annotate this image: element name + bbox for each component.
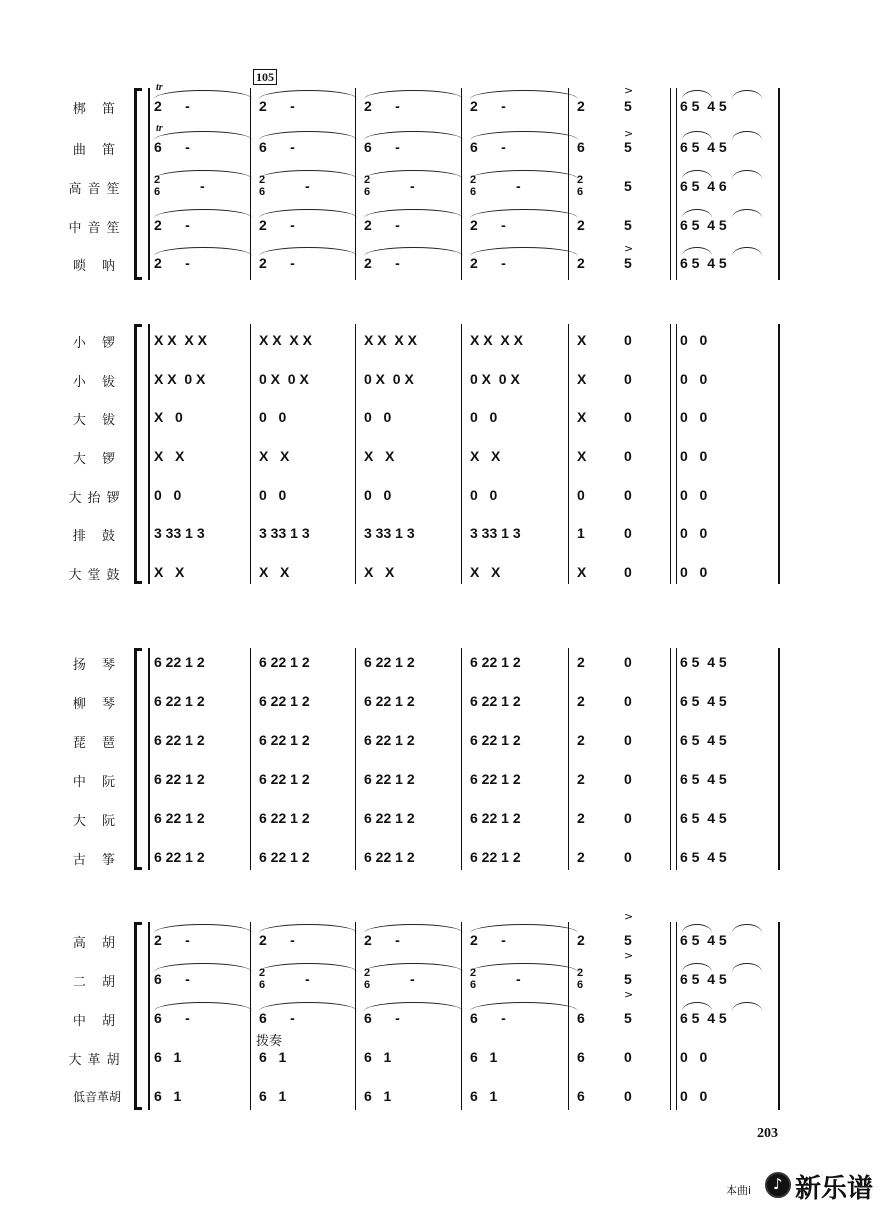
note-lower: 6	[259, 186, 266, 198]
dash: -	[516, 971, 521, 987]
barline	[568, 648, 569, 870]
instrument-name: 大革胡	[68, 1053, 126, 1068]
note-cell: 0	[624, 564, 632, 580]
note-cell: 0	[624, 448, 632, 464]
section-brace	[134, 922, 140, 1110]
note-cell: 2	[577, 98, 585, 114]
tie-slur	[732, 170, 762, 179]
note-cell: 6 22 1 2	[259, 771, 310, 787]
rehearsal-mark: 105	[253, 69, 277, 85]
barline	[250, 324, 251, 584]
note-cell: 2 -	[259, 217, 295, 233]
note-cell: 0	[624, 525, 632, 541]
note-cell: 6 5 4 5	[680, 849, 727, 865]
note-cell: 6 22 1 2	[259, 732, 310, 748]
tie-slur	[259, 131, 357, 140]
note-cell: 2	[577, 932, 585, 948]
note-cell: 3 33 1 3	[470, 525, 521, 541]
note-cell: X	[577, 448, 587, 464]
accent-mark: >	[624, 949, 634, 962]
note-cell: 0	[624, 771, 632, 787]
barline	[355, 324, 356, 584]
dash: -	[410, 178, 415, 194]
tie-slur	[364, 924, 463, 933]
note-cell: 1	[577, 525, 585, 541]
note-cell: X X	[470, 564, 501, 580]
page-number: 203	[757, 1126, 778, 1141]
note-cell: 6 22 1 2	[470, 732, 521, 748]
note-cell: 6 -	[259, 139, 295, 155]
instrument-name: 高 胡	[72, 936, 122, 951]
tie-slur	[154, 247, 252, 256]
note-cell: 5	[624, 971, 632, 987]
note-upper: 2	[577, 174, 584, 186]
note-cell: 6 22 1 2	[470, 693, 521, 709]
instrument-name: 梆 笛	[72, 102, 122, 117]
dash: -	[516, 178, 521, 194]
note-cell: 6 -	[259, 1010, 295, 1026]
note-cell: 0	[577, 487, 585, 503]
note-cell: 5	[624, 255, 632, 271]
note-cell: X X	[364, 448, 395, 464]
note-cell: 6 22 1 2	[154, 849, 205, 865]
barline	[670, 324, 671, 584]
note-cell: 2 -	[259, 255, 295, 271]
note-cell: 6 5 4 5	[680, 932, 727, 948]
note-cell: 2 -	[470, 255, 506, 271]
section-brace	[134, 88, 140, 280]
barline	[778, 648, 780, 870]
tie-slur	[259, 963, 357, 972]
note-cell: 6 22 1 2	[470, 771, 521, 787]
accent-mark: >	[624, 988, 634, 1001]
tie-slur	[364, 131, 463, 140]
note-cell: 2 -	[154, 98, 190, 114]
note-cell: 0 0	[364, 487, 392, 503]
note-lower: 6	[470, 186, 477, 198]
note-cell: 6 22 1 2	[470, 810, 521, 826]
note-cell: 6 -	[364, 139, 400, 155]
tie-slur	[154, 1002, 252, 1011]
note-cell: 0	[624, 654, 632, 670]
note-cell: 6 1	[470, 1049, 498, 1065]
note-cell: 2 -	[154, 217, 190, 233]
instrument-name: 低音革胡	[72, 1090, 121, 1104]
note-cell: 0	[624, 487, 632, 503]
note-upper: 2	[577, 967, 584, 979]
note-cell: 6 -	[154, 971, 190, 987]
note-lower: 6	[577, 186, 584, 198]
note-cell: X X X X	[470, 332, 523, 348]
note-cell: 2	[577, 217, 585, 233]
note-cell: 0	[624, 732, 632, 748]
dash: -	[305, 178, 310, 194]
note-cell: 2	[577, 255, 585, 271]
note-cell: 3 33 1 3	[154, 525, 205, 541]
barline	[250, 88, 251, 280]
tie-slur	[364, 209, 463, 218]
barline	[778, 88, 780, 280]
pizzicato-marking: 拨奏	[256, 1034, 283, 1049]
tie-slur	[259, 90, 357, 99]
accent-mark: >	[624, 84, 634, 97]
note-cell: 2 -	[259, 98, 295, 114]
note-cell: 0 X 0 X	[364, 371, 414, 387]
note-lower: 6	[259, 979, 266, 991]
tie-slur	[682, 963, 712, 972]
barline	[676, 922, 677, 1110]
note-cell: 6 22 1 2	[364, 732, 415, 748]
note-lower: 6	[154, 186, 161, 198]
note-cell: 0	[624, 810, 632, 826]
note-cell: 6 5 4 5	[680, 810, 727, 826]
note-cell: 6 22 1 2	[470, 654, 521, 670]
note-cell: 6	[577, 139, 585, 155]
logo-text: 新乐谱	[795, 1174, 874, 1204]
instrument-name: 中 胡	[72, 1014, 122, 1029]
note-upper: 2	[259, 174, 266, 186]
note-cell: 2 -	[470, 932, 506, 948]
note-cell: X X X X	[259, 332, 312, 348]
tie-slur	[732, 924, 762, 933]
instrument-name: 曲 笛	[72, 143, 122, 158]
note-cell: 6 1	[154, 1088, 182, 1104]
note-cell: 0 0	[680, 487, 708, 503]
tie-slur	[470, 963, 578, 972]
barline	[148, 88, 150, 280]
note-cell: X X	[259, 564, 290, 580]
note-cell: 6 22 1 2	[364, 849, 415, 865]
note-cell: 0 X 0 X	[259, 371, 309, 387]
tie-slur	[364, 170, 463, 179]
note-cell: 0 0	[259, 487, 287, 503]
note-cell: 0 0	[680, 448, 708, 464]
note-lower: 6	[577, 979, 584, 991]
note-cell: 0 0	[680, 371, 708, 387]
note-cell: 5	[624, 932, 632, 948]
note-cell: 6 1	[154, 1049, 182, 1065]
tie-slur	[470, 170, 578, 179]
instrument-name: 小 锣	[72, 336, 122, 351]
note-cell: 6 1	[364, 1049, 392, 1065]
note-cell: 5	[624, 1010, 632, 1026]
barline	[355, 922, 356, 1110]
note-cell: 0	[624, 371, 632, 387]
note-cell: X	[577, 564, 587, 580]
note-cell: 6 22 1 2	[364, 693, 415, 709]
note-cell: 2 -	[364, 932, 400, 948]
barline	[670, 88, 671, 280]
note-cell: 2	[577, 810, 585, 826]
note-cell: 5	[624, 178, 632, 194]
tie-slur	[154, 963, 252, 972]
note-upper: 2	[470, 967, 477, 979]
instrument-name: 唢 呐	[72, 259, 122, 274]
note-cell: 6 22 1 2	[154, 810, 205, 826]
instrument-name: 琵 琶	[72, 736, 122, 751]
dash: -	[200, 178, 205, 194]
note-cell: 6 5 4 5	[680, 217, 727, 233]
note-cell: 6 5 4 5	[680, 693, 727, 709]
note-cell: 6 22 1 2	[259, 654, 310, 670]
barline	[461, 648, 462, 870]
barline	[568, 324, 569, 584]
note-upper: 2	[364, 967, 371, 979]
barline	[778, 922, 780, 1110]
tie-slur	[470, 131, 578, 140]
barline	[355, 648, 356, 870]
note-cell: 6 5 4 5	[680, 1010, 727, 1026]
note-cell: 0 0	[470, 487, 498, 503]
instrument-name: 中音笙	[68, 221, 126, 236]
note-cell: 0	[624, 332, 632, 348]
note-cell: 0 X 0 X	[470, 371, 520, 387]
note-cell: 2	[577, 732, 585, 748]
note-cell: X X	[154, 564, 185, 580]
note-upper: 2	[364, 174, 371, 186]
tie-slur	[682, 131, 712, 140]
note-cell: 2 -	[470, 98, 506, 114]
instrument-name: 扬 琴	[72, 658, 122, 673]
tie-slur	[682, 247, 712, 256]
tie-slur	[470, 924, 578, 933]
instrument-name: 高音笙	[68, 182, 126, 197]
instrument-name: 大 锣	[72, 452, 122, 467]
tie-slur	[364, 1002, 463, 1011]
instrument-name: 大抬锣	[68, 491, 126, 506]
note-upper: 2	[259, 967, 266, 979]
tie-slur	[470, 1002, 578, 1011]
barline	[355, 88, 356, 280]
dash: -	[305, 971, 310, 987]
note-cell: 5	[624, 139, 632, 155]
tie-slur	[154, 90, 252, 99]
tie-slur	[259, 924, 357, 933]
note-cell: 6 22 1 2	[364, 810, 415, 826]
tie-slur	[154, 209, 252, 218]
barline	[148, 324, 150, 584]
note-cell: X X	[364, 564, 395, 580]
tie-slur	[732, 1002, 762, 1011]
section-brace	[134, 648, 140, 870]
instrument-name: 柳 琴	[72, 697, 122, 712]
note-cell: 6 5 4 5	[680, 98, 727, 114]
accent-mark: >	[624, 242, 634, 255]
barline	[148, 922, 150, 1110]
note-cell: 6 5 4 5	[680, 255, 727, 271]
note-cell: 6 22 1 2	[154, 771, 205, 787]
note-cell: 5	[624, 217, 632, 233]
barline	[461, 922, 462, 1110]
instrument-name: 大 钹	[72, 413, 122, 428]
trill-mark: tr	[156, 82, 163, 93]
note-cell: 6 1	[259, 1088, 287, 1104]
note-cell: 6 -	[154, 1010, 190, 1026]
tie-slur	[732, 209, 762, 218]
note-lower: 6	[470, 979, 477, 991]
note-cell: 2	[577, 771, 585, 787]
instrument-name: 中 阮	[72, 775, 122, 790]
note-lower: 6	[364, 186, 371, 198]
barline	[568, 922, 569, 1110]
note-cell: 6 -	[470, 1010, 506, 1026]
note-cell: 3 33 1 3	[259, 525, 310, 541]
note-cell: 6 22 1 2	[259, 849, 310, 865]
barline	[676, 88, 677, 280]
instrument-name: 大 阮	[72, 814, 122, 829]
note-cell: 0 0	[470, 409, 498, 425]
note-cell: X X	[154, 448, 185, 464]
note-cell: 0 0	[680, 409, 708, 425]
note-cell: X	[577, 371, 587, 387]
note-cell: 6 5 4 5	[680, 732, 727, 748]
note-upper: 2	[154, 174, 161, 186]
accent-mark: >	[624, 127, 634, 140]
note-cell: 6 5 4 6	[680, 178, 727, 194]
note-cell: 3 33 1 3	[364, 525, 415, 541]
note-cell: 6 -	[364, 1010, 400, 1026]
tie-slur	[682, 209, 712, 218]
note-cell: 6 5 4 5	[680, 771, 727, 787]
note-cell: 6 22 1 2	[259, 693, 310, 709]
note-cell: 0	[624, 1049, 632, 1065]
note-cell: 2	[577, 849, 585, 865]
tie-slur	[259, 247, 357, 256]
note-cell: 0	[624, 409, 632, 425]
tie-slur	[682, 924, 712, 933]
note-cell: X X	[259, 448, 290, 464]
trill-mark: tr	[156, 123, 163, 134]
tie-slur	[732, 131, 762, 140]
note-cell: X X X X	[154, 332, 207, 348]
barline	[676, 324, 677, 584]
barline	[676, 648, 677, 870]
accent-mark: >	[624, 910, 634, 923]
note-cell: 0	[624, 1088, 632, 1104]
note-cell: 6 -	[470, 139, 506, 155]
tie-slur	[259, 209, 357, 218]
note-cell: X	[577, 409, 587, 425]
tie-slur	[732, 247, 762, 256]
note-cell: X X	[470, 448, 501, 464]
note-cell: 0	[624, 849, 632, 865]
tie-slur	[364, 963, 463, 972]
note-cell: 5	[624, 98, 632, 114]
barline	[250, 648, 251, 870]
barline	[250, 922, 251, 1110]
note-cell: 0 0	[364, 409, 392, 425]
barline	[461, 324, 462, 584]
note-cell: 6 1	[364, 1088, 392, 1104]
tie-slur	[732, 963, 762, 972]
note-cell: 0 0	[680, 1088, 708, 1104]
barline	[670, 648, 671, 870]
note-cell: 6 22 1 2	[154, 732, 205, 748]
note-cell: 2	[577, 693, 585, 709]
note-cell: 6	[577, 1010, 585, 1026]
barline	[461, 88, 462, 280]
note-cell: 6 1	[470, 1088, 498, 1104]
note-cell: 0 0	[259, 409, 287, 425]
note-cell: 2 -	[470, 217, 506, 233]
instrument-name: 小 钹	[72, 375, 122, 390]
note-cell: 6 22 1 2	[364, 654, 415, 670]
note-cell: 6 5 4 5	[680, 971, 727, 987]
tie-slur	[470, 90, 578, 99]
note-cell: 6 22 1 2	[154, 693, 205, 709]
note-cell: 6 22 1 2	[470, 849, 521, 865]
tie-slur	[154, 170, 252, 179]
note-upper: 2	[470, 174, 477, 186]
instrument-name: 排 鼓	[72, 529, 122, 544]
note-cell: 0	[624, 693, 632, 709]
note-cell: X X 0 X	[154, 371, 206, 387]
tie-slur	[259, 1002, 357, 1011]
note-cell: 2 -	[154, 932, 190, 948]
tie-slur	[682, 170, 712, 179]
note-cell: 0 0	[680, 525, 708, 541]
tie-slur	[364, 247, 463, 256]
note-cell: 6 5 4 5	[680, 654, 727, 670]
logo-icon	[765, 1172, 791, 1198]
tie-slur	[470, 247, 578, 256]
tie-slur	[682, 90, 712, 99]
section-brace	[134, 324, 140, 584]
note-cell: X X X X	[364, 332, 417, 348]
note-cell: 2 -	[364, 255, 400, 271]
note-cell: 2 -	[364, 217, 400, 233]
tie-slur	[364, 90, 463, 99]
note-cell: X	[577, 332, 587, 348]
dash: -	[410, 971, 415, 987]
note-cell: 6 1	[259, 1049, 287, 1065]
note-cell: 0 0	[154, 487, 182, 503]
note-cell: 0 0	[680, 1049, 708, 1065]
note-cell: 2 -	[154, 255, 190, 271]
note-cell: 0 0	[680, 332, 708, 348]
tie-slur	[732, 90, 762, 99]
tie-slur	[470, 209, 578, 218]
note-cell: 6 5 4 5	[680, 139, 727, 155]
instrument-name: 古 筝	[72, 853, 122, 868]
barline	[670, 922, 671, 1110]
note-cell: 2	[577, 654, 585, 670]
note-cell: 6 22 1 2	[154, 654, 205, 670]
note-cell: 0 0	[680, 564, 708, 580]
note-cell: 6 22 1 2	[259, 810, 310, 826]
note-cell: 2 -	[259, 932, 295, 948]
note-cell: 6 -	[154, 139, 190, 155]
barline	[778, 324, 780, 584]
note-cell: 6 22 1 2	[364, 771, 415, 787]
note-cell: 2 -	[364, 98, 400, 114]
tie-slur	[259, 170, 357, 179]
tie-slur	[154, 131, 252, 140]
watermark-caption: 本曲i	[726, 1184, 752, 1197]
tie-slur	[682, 1002, 712, 1011]
note-cell: 6	[577, 1049, 585, 1065]
note-cell: X 0	[154, 409, 183, 425]
tie-slur	[154, 924, 252, 933]
note-lower: 6	[364, 979, 371, 991]
instrument-name: 二 胡	[72, 975, 122, 990]
barline	[148, 648, 150, 870]
instrument-name: 大堂鼓	[68, 568, 126, 583]
note-cell: 6	[577, 1088, 585, 1104]
